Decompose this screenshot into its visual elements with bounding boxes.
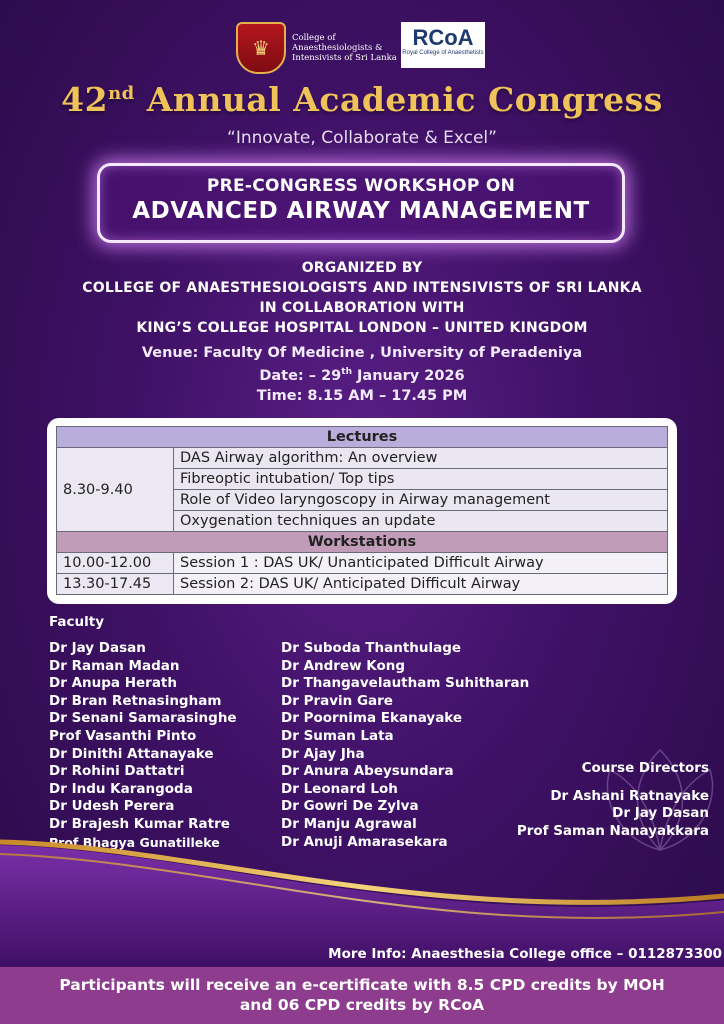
faculty-member: Dr Anupa Herath	[49, 675, 177, 692]
schedule-card	[47, 418, 677, 604]
collaboration-label: IN COLLABORATION WITH	[259, 300, 465, 316]
session-time: 13.30-17.45	[57, 574, 174, 595]
director-name: Prof Saman Nanayakkara	[516, 822, 709, 839]
faculty-member: Dr Thangavelautham Suhitharan	[281, 675, 530, 692]
footer-bar	[0, 967, 724, 1024]
faculty-member: Prof Bhagya Gunatilleke	[49, 834, 220, 850]
college-crest-icon: ♛	[236, 22, 286, 74]
faculty-member: Dr Manju Agrawal	[281, 815, 417, 832]
faculty-member: Dr Suman Lata	[281, 727, 394, 744]
workstations-header-row	[57, 532, 668, 553]
faculty-member: Dr Andrew Kong	[281, 657, 406, 674]
table-row	[57, 448, 668, 469]
faculty-member: Dr Anuji Amarasekara	[281, 833, 448, 850]
faculty-member: Dr Dinithi Attanayake	[49, 745, 214, 762]
congress-title: 42nd Annual Academic Congress	[61, 80, 663, 119]
faculty-member: Dr Leonard Loh	[281, 780, 398, 797]
workshop-subtitle: PRE-CONGRESS WORKSHOP ON	[206, 176, 516, 196]
lecture-item: DAS Airway algorithm: An overview	[174, 448, 668, 469]
footer-line1: Participants will receive an e-certificate with 8.5 CPD credits by MOH	[59, 976, 665, 994]
faculty-label: Faculty	[49, 614, 105, 630]
lecture-item: Role of Video laryngoscopy in Airway management	[174, 490, 668, 511]
table-row	[57, 574, 668, 595]
director-name: Dr Jay Dasan	[612, 805, 709, 822]
rcoa-abbrev: RCoA	[412, 25, 474, 50]
session-title: Session 2: DAS UK/ Anticipated Difficult Airway	[174, 574, 668, 595]
more-info: More Info: Anaesthesia College office – 0112873300	[328, 946, 722, 962]
organized-by-label: ORGANIZED BY	[301, 260, 423, 276]
faculty-member: Prof Vasanthi Pinto	[49, 727, 197, 744]
lectures-header: Lectures	[57, 427, 668, 448]
faculty-member: Dr Raman Madan	[49, 657, 180, 674]
faculty-member: Dr Anura Abeysundara	[281, 763, 454, 780]
faculty-member: Dr Suboda Thanthulage	[281, 640, 462, 656]
lecture-item: Fibreoptic intubation/ Top tips	[174, 469, 668, 490]
college-logo	[236, 22, 397, 74]
rcoa-logo	[401, 22, 485, 68]
event-date: Date: – 29th January 2026	[259, 367, 465, 384]
organizer-name: COLLEGE OF ANAESTHESIOLOGISTS AND INTENSIVISTS OF SRI LANKA	[82, 280, 642, 296]
faculty-member: Dr Pravin Gare	[281, 692, 393, 709]
faculty-member: Dr Brajesh Kumar Ratre	[49, 815, 230, 832]
session-time: 10.00-12.00	[57, 553, 174, 574]
tagline: “Innovate, Collaborate & Excel”	[227, 128, 497, 148]
workstations-header: Workstations	[57, 532, 668, 553]
event-time: Time: 8.15 AM – 17.45 PM	[256, 388, 468, 404]
director-name: Dr Ashani Ratnayake	[550, 787, 709, 804]
footer-line2: and 06 CPD credits by RCoA	[239, 996, 485, 1014]
faculty-member: Dr Indu Karangoda	[49, 780, 193, 797]
venue: Venue: Faculty Of Medicine , University of Peradeniya	[141, 345, 583, 361]
workshop-title-box	[97, 163, 625, 243]
rcoa-full-name: Royal College of Anaesthetists	[402, 50, 484, 56]
faculty-member: Dr Ajay Jha	[281, 745, 365, 762]
course-directors-label: Course Directors	[581, 760, 709, 776]
lectures-time: 8.30-9.40	[57, 448, 174, 532]
faculty-member: Dr Senani Samarasinghe	[49, 710, 237, 727]
collaborator-name: KING’S COLLEGE HOSPITAL LONDON – UNITED KINGDOM	[136, 320, 588, 336]
faculty-member: Dr Gowri De Zylva	[281, 798, 419, 815]
workshop-title: ADVANCED AIRWAY MANAGEMENT	[132, 198, 590, 224]
college-logo-text: College of Anaesthesiologists & Intensivists of Sri Lanka	[292, 33, 397, 63]
faculty-member: Dr Jay Dasan	[49, 640, 146, 656]
faculty-member: Dr Poornima Ekanayake	[281, 710, 463, 727]
table-row	[57, 553, 668, 574]
faculty-member: Dr Udesh Perera	[49, 798, 175, 815]
lecture-item: Oxygenation techniques an update	[174, 511, 668, 532]
faculty-member: Dr Bran Retnasingham	[49, 692, 222, 709]
schedule-table	[56, 426, 668, 595]
session-title: Session 1 : DAS UK/ Unanticipated Difficult Airway	[174, 553, 668, 574]
lectures-header-row	[57, 427, 668, 448]
faculty-member: Dr Rohini Dattatri	[49, 763, 185, 780]
